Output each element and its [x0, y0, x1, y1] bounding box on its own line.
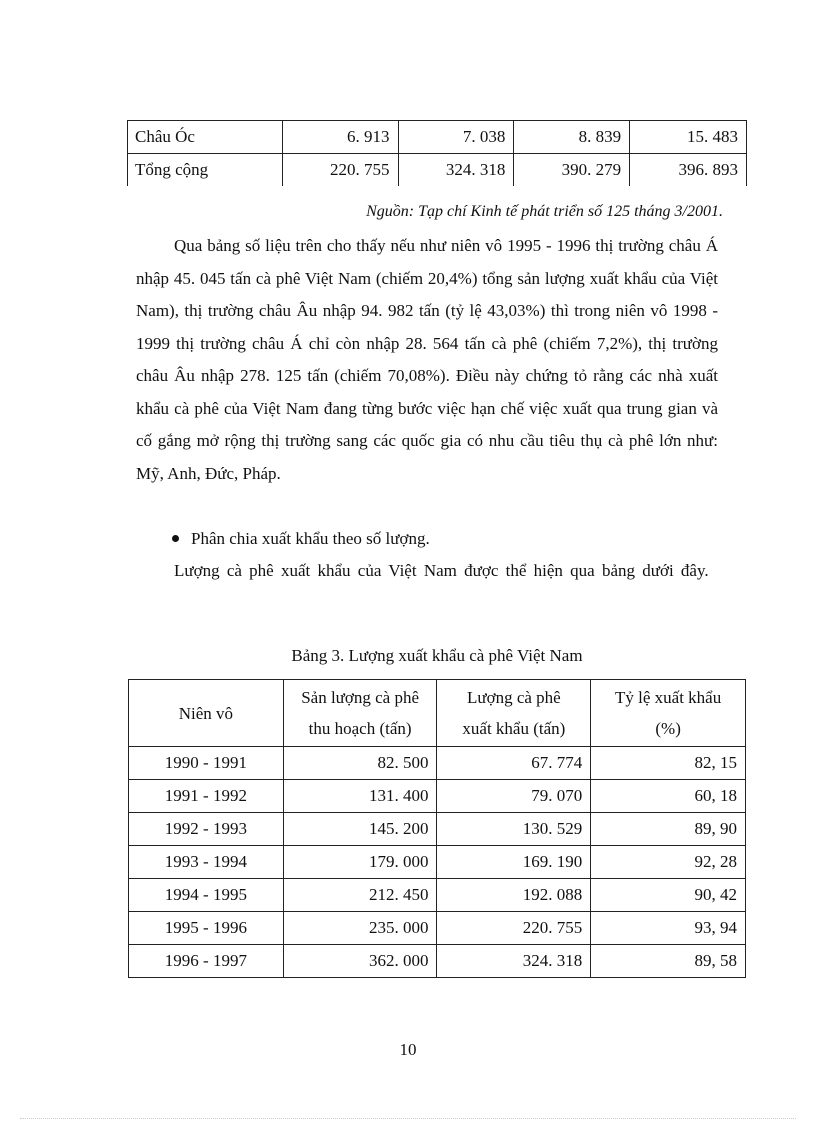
column-header: Niên vô — [129, 680, 284, 747]
year-cell: 1995 - 1996 — [129, 912, 284, 945]
table-cell: 8. 839 — [514, 121, 630, 154]
bullet-text: Phân chia xuất khẩu theo số lượng. — [191, 529, 430, 548]
export-cell: 324. 318 — [437, 945, 591, 978]
harvest-cell: 145. 200 — [283, 813, 437, 846]
table-row — [129, 846, 746, 879]
continued-market-table — [127, 120, 747, 186]
harvest-cell: 362. 000 — [283, 945, 437, 978]
export-volume-table — [128, 679, 746, 978]
ratio-cell: 89, 58 — [591, 945, 746, 978]
body-paragraph — [136, 555, 718, 588]
paragraph-text: Qua bảng số liệu trên cho thấy nếu như niên vô 1995 - 1996 thị trường châu Á nhập 45. 045 tấn cà phê Việt Nam (chiếm 20,4%) tổng sản lượng xuất khẩu của Việt Nam), thị trường châu Âu nhập 94. 982 tấn (tỷ lệ 43,03%) thì trong niên vô 1998 - 1999 thị trường châu Á chỉ còn nhập 28. 564 tấn cà phê (chiếm 7,2%), thị trường châu Âu nhập 278. 125 tấn (chiếm 70,08%). Điều này chứng tỏ rằng các nhà xuất khẩu cà phê của Việt Nam đang từng bước việc hạn chế việc xuất qua trung gian và cố gắng mở rộng thị trường sang các quốc gia có nhu cầu tiêu thụ cà phê lớn như: Mỹ, Anh, Đức, Pháp. — [136, 236, 718, 483]
table-row — [129, 747, 746, 780]
year-cell: 1991 - 1992 — [129, 780, 284, 813]
harvest-cell: 179. 000 — [283, 846, 437, 879]
export-cell: 192. 088 — [437, 879, 591, 912]
column-header: Sản lượng cà phê thu hoạch (tấn) — [283, 680, 437, 747]
table-row — [129, 879, 746, 912]
table-cell: 7. 038 — [398, 121, 514, 154]
ratio-cell: 90, 42 — [591, 879, 746, 912]
year-cell: 1993 - 1994 — [129, 846, 284, 879]
ratio-cell: 92, 28 — [591, 846, 746, 879]
export-cell: 169. 190 — [437, 846, 591, 879]
page-number: 10 — [399, 1040, 417, 1059]
table-row — [129, 813, 746, 846]
page-bottom-divider — [20, 1118, 796, 1119]
harvest-cell: 212. 450 — [283, 879, 437, 912]
harvest-cell: 235. 000 — [283, 912, 437, 945]
table-row — [129, 912, 746, 945]
year-cell: 1996 - 1997 — [129, 945, 284, 978]
column-header: Tỷ lệ xuất khẩu (%) — [591, 680, 746, 747]
export-cell: 67. 774 — [437, 747, 591, 780]
table-cell: 15. 483 — [630, 121, 747, 154]
bullet-item — [172, 523, 430, 555]
year-cell: 1992 - 1993 — [129, 813, 284, 846]
ratio-cell: 60, 18 — [591, 780, 746, 813]
table-row — [129, 945, 746, 978]
ratio-cell: 93, 94 — [591, 912, 746, 945]
source-citation: Nguồn: Tạp chí Kinh tế phát triển số 125 tháng 3/2001. — [366, 203, 723, 220]
row-label: Tổng cộng — [128, 154, 283, 187]
paragraph-text: Lượng cà phê xuất khẩu của Việt Nam được thể hiện qua bảng dưới đây. — [174, 561, 709, 580]
table-cell: 390. 279 — [514, 154, 630, 187]
harvest-cell: 131. 400 — [283, 780, 437, 813]
table-cell: 396. 893 — [630, 154, 747, 187]
table-caption: Bảng 3. Lượng xuất khẩu cà phê Việt Nam — [291, 646, 583, 665]
column-header: Lượng cà phê xuất khẩu (tấn) — [437, 680, 591, 747]
table-cell: 6. 913 — [282, 121, 398, 154]
table-cell: 220. 755 — [282, 154, 398, 187]
table-row — [128, 154, 747, 187]
year-cell: 1990 - 1991 — [129, 747, 284, 780]
ratio-cell: 89, 90 — [591, 813, 746, 846]
export-cell: 220. 755 — [437, 912, 591, 945]
table-header-row — [129, 680, 746, 747]
body-paragraph — [136, 230, 718, 490]
table-row — [129, 780, 746, 813]
bullet-icon — [172, 535, 179, 542]
table-cell: 324. 318 — [398, 154, 514, 187]
export-cell: 130. 529 — [437, 813, 591, 846]
ratio-cell: 82, 15 — [591, 747, 746, 780]
year-cell: 1994 - 1995 — [129, 879, 284, 912]
table-row — [128, 121, 747, 154]
harvest-cell: 82. 500 — [283, 747, 437, 780]
row-label: Châu Óc — [128, 121, 283, 154]
export-cell: 79. 070 — [437, 780, 591, 813]
